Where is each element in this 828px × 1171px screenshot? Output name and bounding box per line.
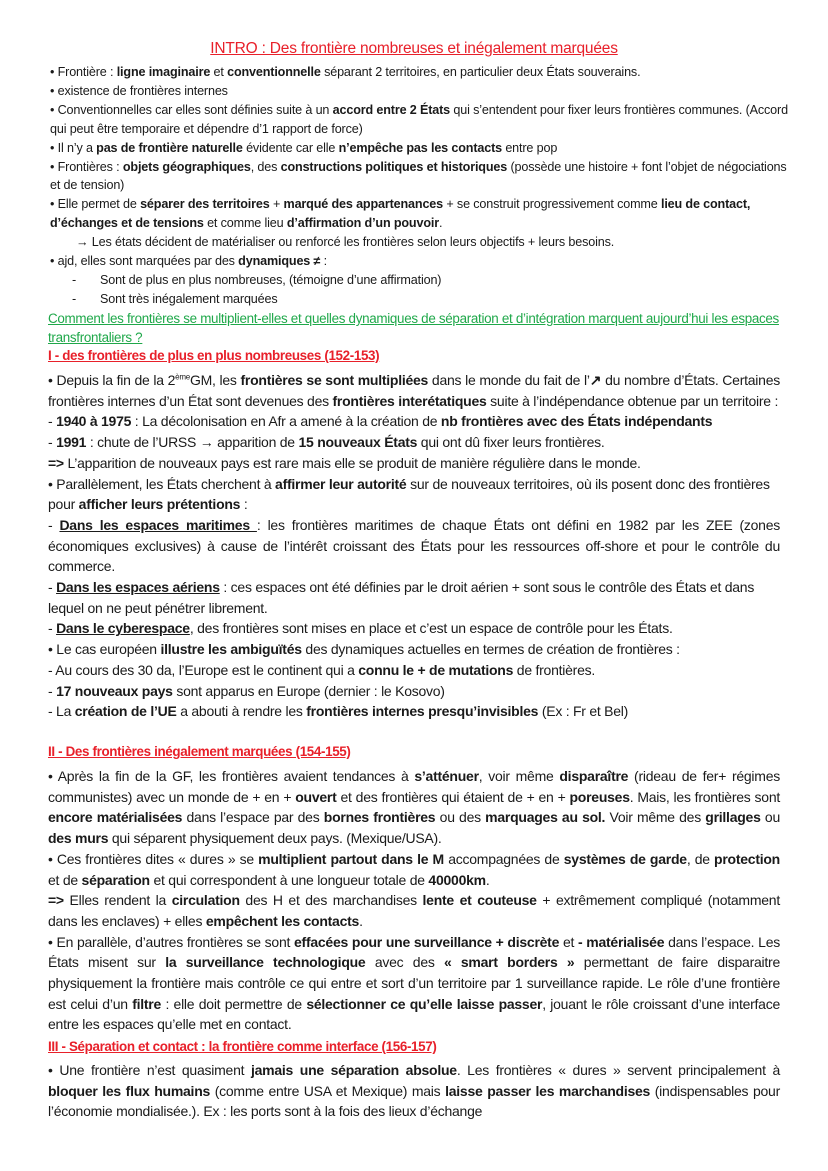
intro-bullet: • Frontières : objets géographiques, des constructions politiques et historiques (possède une histoire + font l’objet de négociations et de tension) — [50, 159, 787, 193]
right-arrow-icon: → — [76, 235, 89, 250]
intro-bullet: • Conventionnelles car elles sont définies suite à un accord entre 2 États qui s’entendent pour fixer leurs frontières communes. (Accord qui peut être temporaire et dépendre d’1 rapport de force) — [50, 102, 788, 136]
right-arrow-icon: → — [199, 434, 214, 451]
paragraph: - Au cours des 30 da, l’Europe est le continent qui a connu le + de mutations de frontières. — [48, 661, 596, 678]
paragraph: - Dans les espaces aériens : ces espaces ont été définies par le droit aérien + sont sous le contrôle des États et dans lequel on ne peut pénétrer librement. — [48, 579, 755, 616]
intro-bullet: • Il n’y a pas de frontière naturelle évidente car elle n’empêche pas les contacts entre pop — [50, 140, 558, 155]
paragraph: - 17 nouveaux pays sont apparus en Europe (dernier : le Kosovo) — [48, 682, 445, 699]
paragraph: • Parallèlement, les États cherchent à affirmer leur autorité sur de nouveaux territoires, où ils posent donc des frontières pour afficher leurs prétentions : — [48, 475, 770, 513]
page-title: INTRO : Des frontière nombreuses et inégalement marquées — [210, 40, 618, 57]
section-1-body — [48, 370, 780, 722]
paragraph: • En parallèle, d’autres frontières se sont effacées pour une surveillance + discrète et - matérialisée dans l’espace. Les États misent sur la surveillance technologique avec des « smart borders » permettant de faire disparaitre physiquement la frontière mais contrôle ce qui entre et sort d’un territoire par 1 surveillance rapide. Le rôle d’une frontière est celui d’un filtre : elle doit permettre de sélectionner ce qu’elle laisse passer, jouant le rôle croissant d’une interface entre les espaces qu’elle met en contact. — [48, 933, 780, 1033]
section-1-heading: I - des frontières de plus en plus nombreuses (152-153) — [48, 348, 380, 363]
paragraph: - 1991 : chute de l’URSS → apparition de 15 nouveaux États qui ont dû fixer leurs frontières. — [48, 432, 780, 453]
implies-arrow-icon: => — [48, 892, 64, 909]
dash-bullet-icon: - — [72, 291, 77, 306]
paragraph: => Elles rendent la circulation des H et des marchandises lente et couteuse + extrêmement compliqué (notamment dans les enclaves) + elles empêchent les contacts. — [48, 892, 780, 929]
paragraph: - 1940 à 1975 : La décolonisation en Afr a amené à la création de nb frontières avec des États indépendants — [48, 413, 713, 430]
section-3-heading: III - Séparation et contact : la frontière comme interface (156-157) — [48, 1039, 437, 1054]
intro-bullet: • Elle permet de séparer des territoires + marqué des appartenances + se construit progressivement comme lieu de contact, d’échanges et de tensions et comme lieu d’affirmation d’un pouvoir. — [50, 197, 751, 231]
paragraph: • Après la fin de la GF, les frontières avaient tendances à s’atténuer, voir même disparaître (rideau de fer+ régimes communistes) avec un monde de + en + ouvert et des frontières qui étaient de + en + poreuses. Mais, les frontières sont encore matérialisées dans l’espace par des bornes frontières ou des marquages au sol. Voir même des grillages ou des murs qui séparent physiquement deux pays. (Mexique/USA). — [48, 768, 781, 847]
list-item: - Sont de plus en plus nombreuses, (témoigne d’une affirmation) — [50, 271, 790, 290]
intro-section — [50, 63, 790, 309]
intro-arrow-line: → Les états décident de matérialiser ou renforcé les frontières selon leurs objectifs + leurs besoins. — [50, 233, 790, 252]
dash-bullet-icon: - — [72, 272, 77, 287]
paragraph: - Dans le cyberespace, des frontières sont mises en place et c’est un espace de contrôle pour les États. — [48, 620, 673, 637]
implies-arrow-icon: => — [48, 454, 64, 471]
problematic-question: Comment les frontières se multiplient-elles et quelles dynamiques de séparation et d’intégration marquent aujourd’hui les espaces transfrontaliers ? — [48, 311, 779, 345]
intro-bullet: • ajd, elles sont marquées par des dynamiques ≠ : — [50, 254, 327, 269]
section-3-body — [48, 1060, 780, 1122]
paragraph: • Une frontière n’est quasiment jamais une séparation absolue. Les frontières « dures » servent principalement à bloquer les flux humains (comme entre USA et Mexique) mais laisse passer les marchandises (indispensables pour l’économie mondialisée.). Ex : les ports sont à la fois des lieux d’échange — [48, 1062, 781, 1120]
paragraph: • Depuis la fin de la 2èmeGM, les frontières se sont multipliées dans le monde du fait de l’↗ du nombre d’États. Certaines frontières internes d’un État sont devenues des frontières interétatiques suite à l’indépendance obtenue par un territoire : — [48, 372, 780, 409]
increase-arrow-icon: ↗ — [589, 372, 602, 388]
intro-bullet: • Frontière : ligne imaginaire et conventionnelle séparant 2 territoires, en particulier deux États souverains. — [50, 65, 641, 79]
paragraph: => L’apparition de nouveaux pays est rare mais elle se produit de manière régulière dans le monde. — [48, 453, 780, 474]
intro-bullet: • existence de frontières internes — [50, 83, 228, 98]
paragraph: • Ces frontières dites « dures » se multiplient partout dans le M accompagnées de systèmes de garde, de protection et de séparation et qui correspondent à une longueur totale de 40000km. — [48, 850, 780, 888]
intro-sub-list — [50, 271, 790, 309]
section-2-heading: II - Des frontières inégalement marquées (154-155) — [48, 744, 351, 759]
section-2-body — [48, 766, 780, 1035]
paragraph: - Dans les espaces maritimes : les frontières maritimes de chaque États ont défini en 1982 par les ZEE (zones économiques exclusives) à cause de l’intérêt croissant des États pour les ressources off-shore et pour le contrôle du commerce. — [48, 516, 780, 575]
paragraph: - La création de l’UE a abouti à rendre les frontières internes presqu’invisibles (Ex : Fr et Bel) — [48, 703, 629, 720]
list-item: - Sont très inégalement marquées — [50, 290, 790, 309]
paragraph: • Le cas européen illustre les ambiguïtés des dynamiques actuelles en termes de création de frontières : — [48, 641, 680, 658]
